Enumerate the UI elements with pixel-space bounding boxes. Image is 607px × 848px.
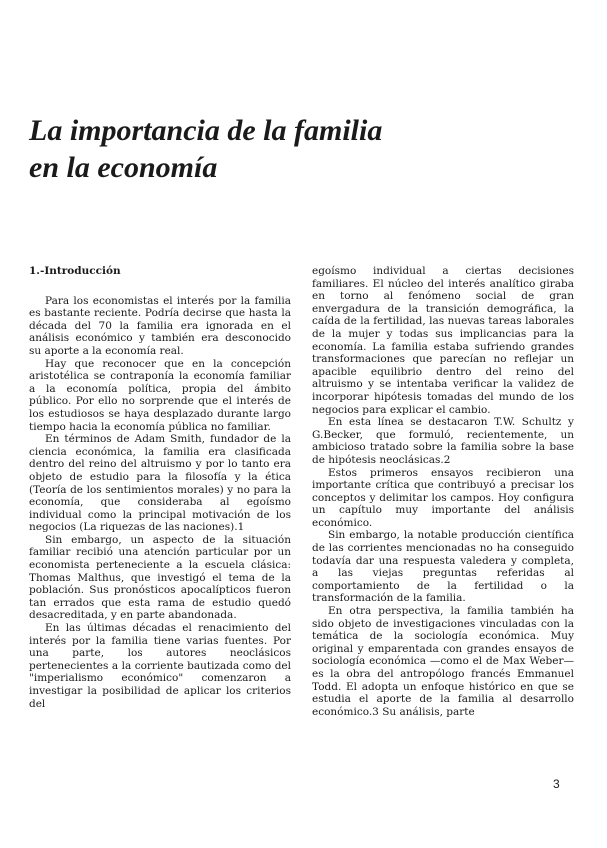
page-title: [29, 112, 589, 186]
paragraph: En esta línea se destacaron T.W. Schultz y G.Becker, que formuló, recientemente, un ambicioso tratado sobre la familia sobre la base de hipótesis neoclásicas.2: [312, 416, 574, 466]
paragraph: Para los economistas el interés por la familia es bastante reciente. Podría decirse que hasta la década del 70 la familia era ignorada en el análisis económico y también era desconocido su aporte a la economía real.: [29, 294, 291, 357]
paragraph: En las últimas décadas el renacimiento del interés por la familia tiene varias fuentes. Por una parte, los autores neoclásicos pertenecientes a la corriente bautizada como del "imperialismo económico" comenzaron a investigar la posibilidad de aplicar los criterios del: [29, 622, 291, 710]
page-number: 3: [553, 777, 560, 791]
paragraph: Estos primeros ensayos recibieron una importante crítica que contribuyó a precisar los conceptos y delimitar los campos. Hoy configura un capítulo muy importante del análisis económico.: [312, 466, 574, 529]
paragraph: Hay que reconocer que en la concepción aristotélica se contraponía la economía familiar a la economía política, propia del ámbito público. Por ello no sorprende que el interés de los estudiosos se haya desplazado durante largo tiempo hacia la economía pública no familiar.: [29, 357, 291, 433]
left-column: [29, 265, 291, 710]
paragraph: Sin embargo, la notable producción científica de las corrientes mencionadas no ha conseguido todavía dar una respuesta valedera y completa, a las viejas preguntas referidas al comportamiento de la fertilidad o la transformación de la familia.: [312, 529, 574, 605]
paragraph-continuation: egoísmo individual a ciertas decisiones familiares. El núcleo del interés analítico giraba en torno al fenómeno social de gran envergadura de la transición demográfica, la caída de la fertilidad, las nuevas tareas laborales de la mujer y todas sus implicancias para la economía. La familia estaba sufriendo grandes transformaciones que parecían no reflejar un apacible equilibrio dentro del reino del altruismo y se intentaba verificar la validez de incorporar hipótesis tomadas del mundo de los negocios para explicar el cambio.: [312, 265, 574, 416]
title-line-1: La importancia de la familia: [29, 114, 383, 147]
paragraph: En términos de Adam Smith, fundador de la ciencia económica, la familia era clasificada dentro del reino del altruismo y por lo tanto era objeto de estudio para la filosofía y la ética (Teoría de los sentimientos morales) y no para la economía, que consideraba al egoísmo individual como la principal motivación de los negocios (La riquezas de las naciones).1: [29, 433, 291, 534]
section-heading: 1.-Introducción: [29, 265, 121, 277]
paragraph: Sin embargo, un aspecto de la situación familiar recibió una atención particular por un economista perteneciente a la escuela clásica: Thomas Malthus, que investigó el tema de la población. Sus pronósticos apocalípticos fueron tan errados que esta rama de estudio quedó desacreditada, y en parte abandonada.: [29, 533, 291, 622]
title-line-2: en la economía: [29, 151, 218, 184]
right-column: [312, 265, 574, 718]
paragraph: En otra perspectiva, la familia también ha sido objeto de investigaciones vinculadas con la temática de la sociología económica. Muy original y emparentada con grandes ensayos de sociología económica —como el de Max Weber— es la obra del antropólogo francés Emmanuel Todd. El adopta un enfoque histórico en que se estudia el aporte de la familia al desarrollo económico.3 Su análisis, parte: [312, 605, 574, 718]
